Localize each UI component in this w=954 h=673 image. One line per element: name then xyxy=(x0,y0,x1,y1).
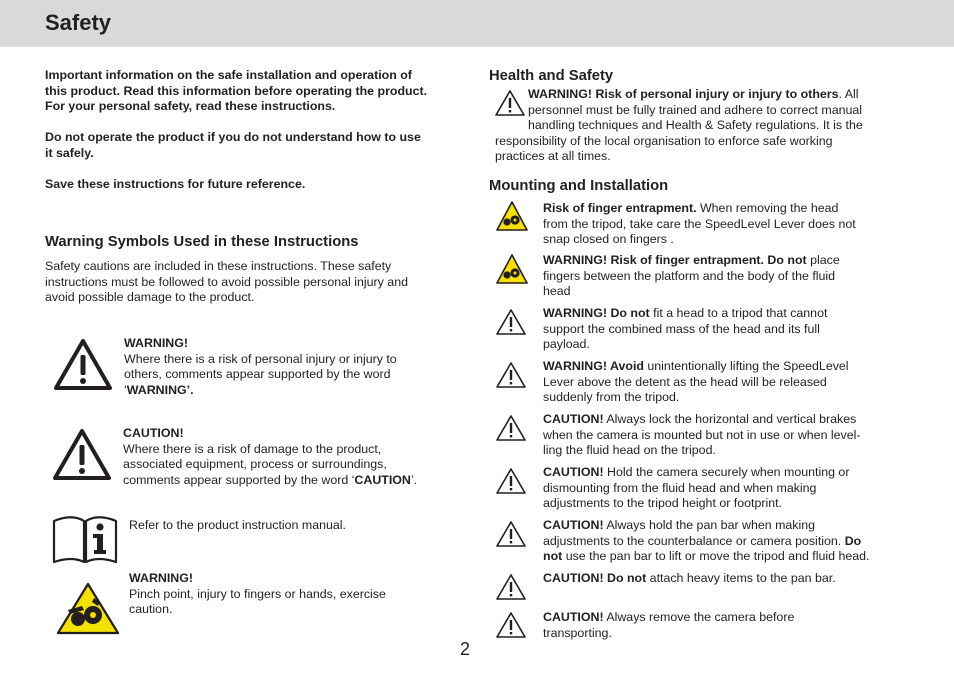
text-run: fit a head to a tripod that cannot xyxy=(649,306,828,320)
intro-line: it safely. xyxy=(45,145,94,160)
mounting-item-line xyxy=(543,253,840,269)
bold-run: WARNING! Avoid xyxy=(543,359,644,373)
mounting-item-line xyxy=(543,322,827,338)
warning-triangle-icon xyxy=(52,337,114,392)
mounting-item-line xyxy=(543,428,861,444)
mounting-item xyxy=(543,306,827,353)
bold-run: not xyxy=(543,549,563,563)
text-run: comments appear supported by the word ‘ xyxy=(123,472,355,487)
mounting-item-line xyxy=(543,337,827,353)
bold-run: WARNING’. xyxy=(126,382,194,397)
header-bar xyxy=(0,0,954,47)
text-run: Lever above the detent as the head will be released xyxy=(543,374,827,389)
mounting-item-line xyxy=(543,465,849,481)
text-run: Always lock the horizontal and vertical brakes xyxy=(603,412,857,426)
text-run: Always remove the camera before xyxy=(603,610,795,624)
text-run: unintentionally lifting the SpeedLevel xyxy=(643,359,849,373)
text-run: When removing the head xyxy=(696,201,839,215)
mounting-item xyxy=(543,571,836,587)
mounting-item-line xyxy=(543,284,840,300)
caution-triangle-icon xyxy=(51,427,113,482)
mounting-item-line xyxy=(543,412,861,428)
health-line xyxy=(528,87,858,103)
text-run: ’. xyxy=(410,472,418,487)
pinch-title: WARNING! xyxy=(129,571,194,585)
bold-run: Do xyxy=(844,533,862,548)
symbols-intro-line: avoid possible damage to the product. xyxy=(45,290,255,304)
text-run: adjustments to the counterbalance or camera position. xyxy=(543,533,845,548)
mounting-item-line xyxy=(543,626,794,642)
mounting-item-line xyxy=(543,306,827,322)
warning-triangle-icon xyxy=(494,89,526,117)
bold-run: Risk of finger entrapment. xyxy=(543,201,697,215)
text-run: dismounting from the fluid head and when making xyxy=(543,480,817,495)
bold-run: CAUTION! xyxy=(543,412,604,426)
caution-triangle-icon xyxy=(495,414,527,442)
intro-line: Do not operate the product if you do not understand how to use xyxy=(45,130,421,144)
health-line: personnel must be fully trained and adhere to correct manual xyxy=(528,102,863,117)
symbols-intro-line: instructions must be followed to avoid possible personal injury and xyxy=(45,274,408,289)
bold-run: WARNING! Risk of personal injury or injury to others xyxy=(528,87,839,101)
mounting-item-line xyxy=(543,269,840,285)
mounting-item-line xyxy=(543,571,836,587)
mounting-item-line xyxy=(543,201,856,217)
text-run: suddenly from the tripod. xyxy=(543,390,680,404)
caution-definition xyxy=(123,426,453,488)
warning-triangle-icon xyxy=(495,308,527,336)
text-run: fingers between the platform and the body of the fluid xyxy=(543,268,836,283)
bold-run: CAUTION! xyxy=(543,610,604,624)
mounting-item-line xyxy=(543,390,849,406)
text-run: when the camera is mounted but not in use or when level- xyxy=(543,427,861,442)
warning-definition xyxy=(124,336,444,398)
text-run: transporting. xyxy=(543,625,612,640)
mounting-item xyxy=(543,518,869,565)
caution-title: CAUTION! xyxy=(123,426,184,440)
intro-spacer xyxy=(45,115,455,131)
text-run: snap closed on fingers . xyxy=(543,232,674,246)
symbols-intro xyxy=(45,259,455,306)
text-run: Always hold the pan bar when making xyxy=(603,518,816,532)
intro-block xyxy=(45,68,455,192)
mounting-item xyxy=(543,412,861,459)
pinch-point-icon xyxy=(56,582,120,635)
caution-triangle-icon xyxy=(495,573,527,601)
intro-line: For your personal safety, read these instructions. xyxy=(45,99,336,113)
bold-run: CAUTION xyxy=(354,472,411,487)
warning-triangle-icon xyxy=(495,361,527,389)
mounting-item-line xyxy=(543,481,849,497)
mounting-item xyxy=(543,201,856,248)
pinch-line: caution. xyxy=(129,602,173,616)
health-line: practices at all times. xyxy=(495,149,611,163)
mounting-item-line xyxy=(543,217,856,233)
mounting-heading: Mounting and Installation xyxy=(489,178,669,194)
manual-text: Refer to the product instruction manual. xyxy=(129,518,346,532)
pinch-point-icon xyxy=(495,200,529,232)
pinch-definition xyxy=(129,571,449,618)
text-run: attach heavy items to the pan bar. xyxy=(646,571,836,585)
page-number: 2 xyxy=(460,639,471,659)
warning-line: others, comments appear supported by the word xyxy=(124,367,391,381)
text-run: Hold the camera securely when mounting or xyxy=(603,465,850,479)
mounting-item-line xyxy=(543,534,869,550)
page-title: Safety xyxy=(45,10,112,35)
mounting-item-line xyxy=(543,232,856,248)
mounting-item-line xyxy=(543,549,869,565)
mounting-item-line xyxy=(543,496,849,512)
caution-triangle-icon xyxy=(495,467,527,495)
mounting-item-line xyxy=(543,443,861,459)
pinch-line: Pinch point, injury to fingers or hands, exercise xyxy=(129,586,386,601)
mounting-item xyxy=(543,465,849,512)
text-run: . All xyxy=(838,87,859,101)
intro-spacer xyxy=(45,161,455,177)
caution-triangle-icon xyxy=(495,611,527,639)
mounting-item-line xyxy=(543,610,794,626)
health-heading: Health and Safety xyxy=(489,68,614,84)
bold-run: CAUTION! Do not xyxy=(543,571,647,585)
intro-line: Important information on the safe installation and operation of xyxy=(45,68,412,82)
text-run: support the combined mass of the head and its full xyxy=(543,321,820,336)
pinch-point-icon xyxy=(495,253,529,285)
mounting-item-line xyxy=(543,518,869,534)
health-line: responsibility of the local organisation to enforce safe working xyxy=(495,133,833,148)
mounting-item xyxy=(543,610,794,641)
mounting-item-line xyxy=(543,359,849,375)
bold-run: WARNING! Risk of finger entrapment. Do not xyxy=(543,253,807,267)
warning-line xyxy=(124,383,444,399)
text-run: head xyxy=(543,284,571,298)
text-run: place xyxy=(806,253,840,267)
mounting-item-line xyxy=(543,375,849,391)
caution-triangle-icon xyxy=(495,520,527,548)
text-run: from the tripod, take care the SpeedLevel Lever does not xyxy=(543,216,856,231)
intro-line: this product. Read this information before operating the product. xyxy=(45,83,428,98)
mounting-item xyxy=(543,359,849,406)
text-run: payload. xyxy=(543,337,590,351)
caution-line: associated equipment, process or surroundings, xyxy=(123,457,387,471)
symbols-intro-line: Safety cautions are included in these instructions. These safety xyxy=(45,259,392,273)
text-run: ling the fluid head on the tripod. xyxy=(543,443,716,457)
symbols-heading: Warning Symbols Used in these Instructions xyxy=(45,234,359,250)
caution-line xyxy=(123,473,453,489)
health-line: handling techniques and Health & Safety regulations. It is the xyxy=(528,118,863,132)
bold-run: CAUTION! xyxy=(543,465,604,479)
text-run: use the pan bar to lift or move the tripod and fluid head. xyxy=(562,549,870,563)
manual-book-icon xyxy=(52,513,118,565)
bold-run: CAUTION! xyxy=(543,518,604,532)
text-run: adjustments to the tripod height or footprint. xyxy=(543,496,783,510)
caution-line: Where there is a risk of damage to the product, xyxy=(123,441,382,456)
text-run: ‘ xyxy=(124,382,127,397)
mounting-item xyxy=(543,253,840,300)
warning-line: Where there is a risk of personal injury or injury to xyxy=(124,351,397,366)
intro-line: Save these instructions for future reference. xyxy=(45,176,306,191)
bold-run: WARNING! Do not xyxy=(543,306,650,320)
warning-title: WARNING! xyxy=(124,336,189,350)
